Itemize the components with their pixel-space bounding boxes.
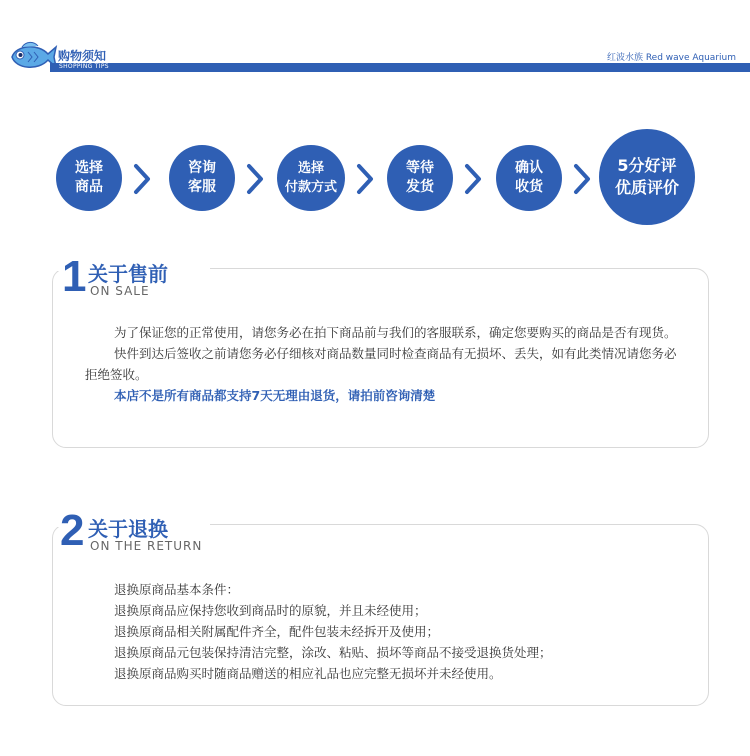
section-subtitle: ON THE RETURN xyxy=(90,539,203,553)
section-title: 关于退换 xyxy=(88,517,168,541)
notice-text: 本店不是所有商品都支持7天无理由退货，请拍前咨询清楚 xyxy=(114,388,436,403)
list-item: 退换原商品购买时随商品赠送的相应礼品也应完整无损坏并未经使用。 xyxy=(114,666,502,681)
section-body xyxy=(114,579,694,684)
chevron-right-icon xyxy=(464,163,482,195)
header xyxy=(0,0,750,80)
chevron-right-icon xyxy=(356,163,374,195)
chevron-right-icon xyxy=(133,163,151,195)
step-select-payment: 选择 付款方式 xyxy=(277,145,345,211)
section-body xyxy=(85,322,685,406)
step-five-star-review: 5分好评 优质评价 xyxy=(599,129,695,225)
chevron-right-icon xyxy=(246,163,264,195)
section-subtitle: ON SALE xyxy=(90,284,150,298)
list-item: 退换原商品基本条件： xyxy=(114,582,240,597)
step-wait-delivery: 等待 发货 xyxy=(387,145,453,211)
list-item: 退换原商品应保持您收到商品时的原貌，并且未经使用； xyxy=(114,603,427,618)
chevron-right-icon xyxy=(573,163,591,195)
list-item: 退换原商品相关附属配件齐全，配件包装未经拆开及使用； xyxy=(114,624,440,639)
step-select-product: 选择 商品 xyxy=(56,145,122,211)
section-title-line xyxy=(210,268,690,269)
page-title: 购物须知 xyxy=(58,49,107,63)
section-number: 2 xyxy=(60,506,85,555)
list-item: 退换原商品元包装保持清洁完整，涂改、粘贴、损坏等商品不接受退换货处理； xyxy=(114,645,552,660)
paragraph: 为了保证您的正常使用，请您务必在拍下商品前与我们的客服联系，确定您要购买的商品是否有现货。 xyxy=(114,325,677,340)
section-title: 关于售前 xyxy=(88,262,168,286)
header-divider xyxy=(50,63,750,72)
paragraph: 快件到达后签收之前请您务必仔细核对商品数量同时检查商品有无损坏、丢失，如有此类情况请您务必拒绝签收。 xyxy=(85,346,677,382)
step-consult-service: 咨询 客服 xyxy=(169,145,235,211)
section-number: 1 xyxy=(62,252,87,301)
page-subtitle: SHOPPING TIPS xyxy=(59,63,109,70)
brand-name: 红波水族 Red wave Aquarium xyxy=(606,53,736,63)
step-confirm-receipt: 确认 收货 xyxy=(496,145,562,211)
section-title-line xyxy=(210,524,690,525)
